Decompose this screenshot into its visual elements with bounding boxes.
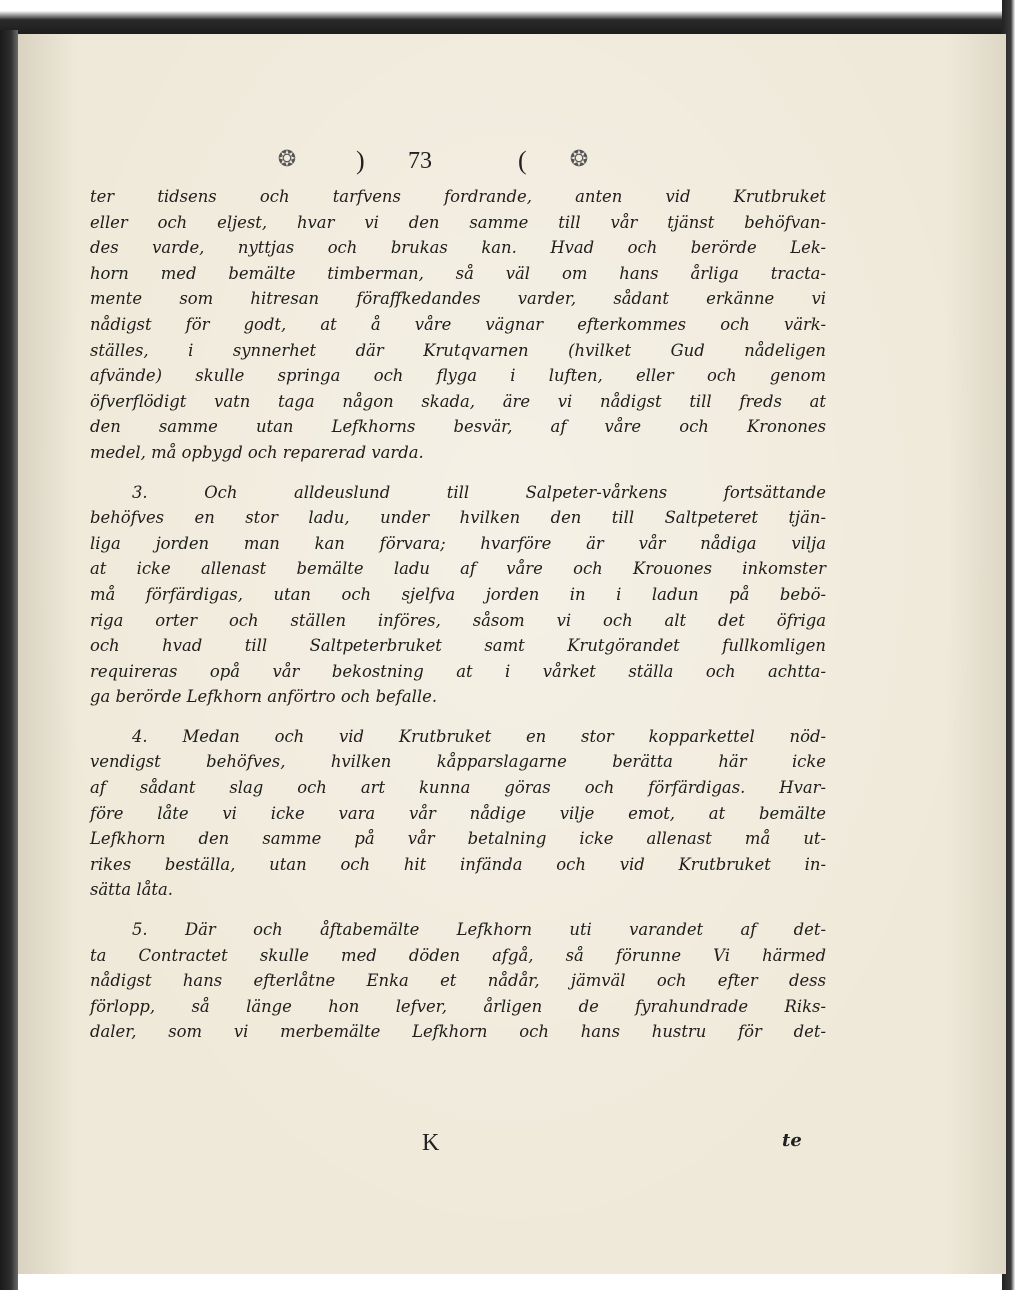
flower-ornament-icon: ❂ (277, 147, 297, 172)
paragraph-5 (90, 917, 826, 1045)
text-line: nådigst hans efterlåtne Enka et nådår, jämväl och efter dess (90, 971, 826, 991)
text-line: behöfves en stor ladu, under hvilken den till Saltpeteret tjän- (90, 508, 826, 528)
text-line: afvände) skulle springa och flyga i luften, eller och genom (90, 366, 826, 386)
text-line: 4. Medan och vid Krutbruket en stor kopparkettel nöd- (132, 726, 826, 746)
text-line: Lefkhorn den samme på vår betalning icke allenast må ut- (90, 829, 826, 849)
text-line: ga berörde Lefkhorn anförtro och befalle. (90, 687, 438, 707)
text-line: ställes, i synnerhet där Krutqvarnen (hvilket Gud nådeligen (90, 340, 826, 360)
text-line: öfverflödigt vatn taga någon skada, äre vi nådigst till freds at (90, 391, 826, 411)
page-number: 73 (408, 148, 432, 174)
text-line: eller och eljest, hvar vi den samme till vår tjänst behöfvan- (90, 212, 826, 232)
text-line: före låte vi icke vara vår nådige vilje emot, at bemälte (90, 803, 826, 823)
paragraph-3 (90, 480, 826, 710)
text-line: ta Contractet skulle med döden afgå, så förunne Vi härmed (90, 945, 826, 965)
text-line: des varde, nyttjas och brukas kan. Hvad och berörde Lek- (90, 238, 826, 258)
text-line: den samme utan Lefkhorns besvär, af våre och Kronones (90, 417, 826, 437)
text-line: nådigst för godt, at å våre vägnar efterkommes och värk- (90, 314, 826, 334)
paragraph-4 (90, 724, 826, 903)
text-line: af sådant slag och art kunna göras och förfärdigas. Hvar- (90, 778, 826, 798)
text-line: requireras opå vår bekostning at i vårket ställa och achtta- (90, 661, 826, 681)
page-footer (18, 1130, 1006, 1160)
text-line: liga jorden man kan förvara; hvarföre är vår nådiga vilja (90, 533, 826, 553)
header-paren-left: ) (356, 146, 365, 175)
text-line: mente som hitresan föraffkedandes varder, sådant erkänne vi (90, 289, 826, 309)
flower-ornament-icon: ❂ (569, 147, 589, 172)
catchword: te (782, 1130, 802, 1151)
text-line: daler, som vi merbemälte Lefkhorn och hans hustru för det- (90, 1022, 826, 1042)
page-header (18, 142, 1006, 186)
text-line: må förfärdigas, utan och sjelfva jorden in i ladun på bebö- (90, 584, 826, 604)
scan-border-top (0, 0, 1024, 36)
header-paren-right: ( (518, 146, 527, 175)
book-page (18, 34, 1006, 1274)
scan-border-left (0, 30, 18, 1290)
signature-mark: K (422, 1130, 440, 1156)
text-line: medel, må opbygd och reparerad varda. (90, 442, 424, 462)
text-line: horn med bemälte timberman, så väl om hans årliga tracta- (90, 263, 826, 283)
text-line: rikes beställa, utan och hit infända och vid Krutbruket in- (90, 854, 826, 874)
text-line: 5. Där och åftabemälte Lefkhorn uti varandet af det- (132, 920, 826, 940)
text-line: at icke allenast bemälte ladu af våre och Krouones inkomster (90, 559, 826, 579)
text-line: och hvad till Saltpeterbruket samt Krutgörandet fullkomligen (90, 636, 826, 656)
body-text (90, 184, 826, 1045)
text-line: sätta låta. (90, 880, 173, 900)
text-line: förlopp, så länge hon lefver, årligen de fyrahundrade Riks- (90, 996, 826, 1016)
text-line: ter tidsens och tarfvens fordrande, anten vid Krutbruket (90, 187, 826, 206)
text-line: 3. Och alldeuslund till Salpeter-vårkens fortsättande (132, 482, 826, 502)
text-line: riga orter och ställen införes, såsom vi och alt det öfriga (90, 610, 826, 630)
paragraph-continuation (90, 184, 826, 466)
text-line: vendigst behöfves, hvilken kåpparslagarne berätta här icke (90, 752, 826, 772)
